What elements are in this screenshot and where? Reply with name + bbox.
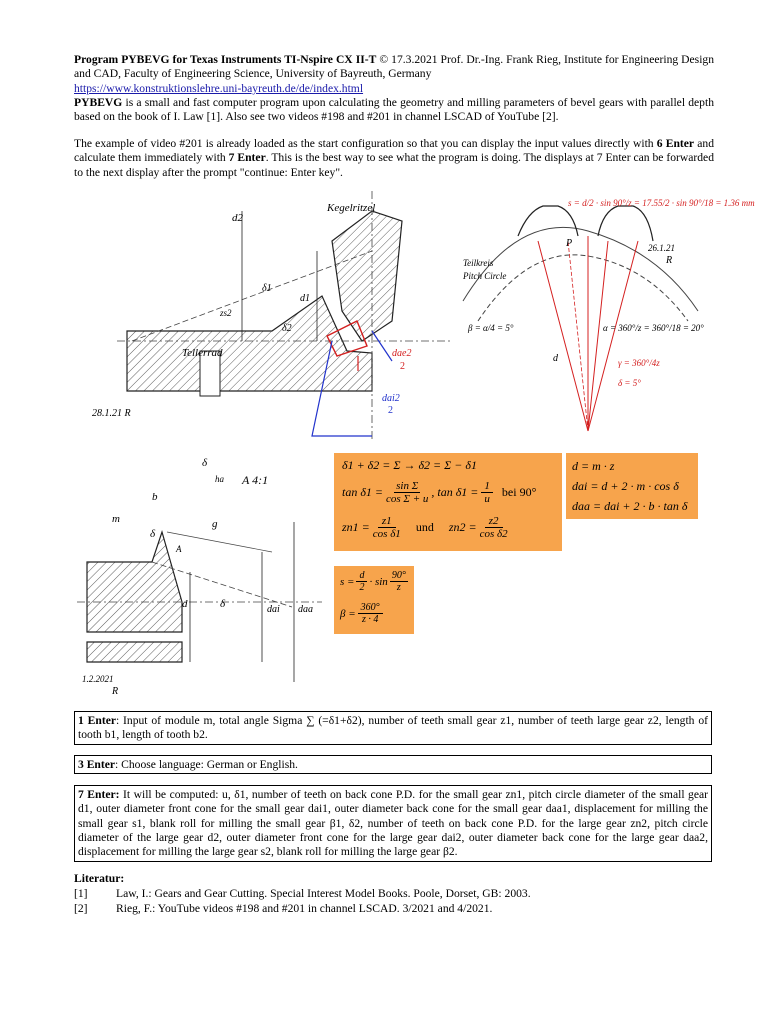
label-scale: A 4:1: [242, 473, 269, 487]
label-kegelritzel: Kegelritzel: [327, 202, 376, 214]
label-date-3: 1.2.2021: [82, 674, 114, 684]
literature-section: [74, 872, 714, 916]
label-pitch-circle: Pitch Circle: [463, 271, 507, 281]
bevel-gear-dimension-svg: [72, 452, 332, 700]
literature-item: [2] Rieg, F.: YouTube videos #198 and #201 in channel LSCAD. 3/2021 and 4/2021.: [74, 901, 493, 915]
formula-s: s = $\frac{d}{2}$ · sin 90° z: [340, 570, 406, 593]
label-dae2-2: 2: [400, 361, 405, 372]
ring-gear-section: [127, 296, 372, 391]
label-zs2: zs2: [220, 308, 232, 318]
box-1-enter: 1 Enter: Input of module m, total angle Sigma ∑ (=δ1+δ2), number of teeth small gear z1, number of teeth large gear z2, length of tooth b1, length of tooth b2.: [74, 711, 712, 745]
label-g: g: [212, 518, 218, 530]
label-r-signature: R: [666, 255, 673, 266]
formula-d: d = m · z: [572, 459, 615, 473]
bevel-gear-pair-drawing: [72, 191, 450, 442]
label-m: m: [112, 513, 120, 525]
gear-section-lower: [87, 642, 182, 662]
label-beta-formula: β = α/4 = 5°: [468, 323, 514, 333]
gear-section-upper: [87, 532, 182, 632]
gear-tooth-1: [518, 206, 578, 236]
formula-box-angles: [334, 453, 562, 551]
example-text-2: and calculate them immediately with: [74, 137, 714, 165]
label-ha: ha: [215, 474, 224, 484]
formula-zn: zn1 = $\frac{z1}{\text{cos δ1}}$ und zn2 = $\frac{z2}{\text{cos δ2}}$: [342, 515, 508, 540]
label-p: P: [566, 238, 573, 249]
formula-sigma: δ1 + δ2 = Σ → δ2 = Σ − δ1: [342, 458, 477, 472]
label-delta2: δ2: [282, 323, 292, 334]
example-text-3: . This is the best way to see what the program is doing. The displays at 7 Enter can be forwarded to the next display after the prompt "continue: Enter key".: [74, 151, 714, 179]
formula-beta: β = $\frac{360^\circ}{z \cdot 4}$: [340, 602, 383, 625]
university-link[interactable]: https://www.konstruktionslehre.uni-bayreuth.de/de/index.html: [74, 81, 364, 95]
program-title: Program PYBEVG for Texas Instruments TI-Nspire CX II-T: [74, 53, 377, 66]
label-date-1: 28.1.21 R: [92, 408, 131, 419]
gear-tooth-2: [598, 206, 653, 241]
intro-program-name: PYBEVG: [74, 95, 123, 109]
intro-text: is a small and fast computer program upon calculating the geometry and milling parameters of bevel gears with parallel depth based on the book of I. Law [1]. Also see two videos #198 and #201 in channel LSCAD of YouTube [2].: [74, 95, 714, 124]
example-paragraph: [74, 137, 714, 180]
label-r-signature-2: R: [112, 686, 119, 697]
label-tellerrad: Tellerrad: [182, 347, 223, 359]
label-daa: daa: [298, 604, 313, 615]
label-d-gear: d: [182, 598, 188, 610]
bevel-gear-pair-svg: [72, 191, 450, 442]
literature-heading: Literatur:: [74, 872, 125, 885]
label-dae2: dae2: [392, 348, 412, 359]
label-dai: dai: [267, 604, 280, 615]
pitch-circle-drawing: [458, 191, 755, 442]
copyright-symbol: ©: [379, 53, 389, 66]
header-paragraph: [74, 53, 714, 124]
formula-box-s-beta: [334, 566, 414, 634]
label-b: b: [152, 491, 158, 503]
example-bold-7-enter: 7 Enter: [228, 151, 266, 165]
label-delta1: δ1: [262, 283, 272, 294]
label-d1: d1: [300, 293, 310, 304]
label-alpha-formula: α = 360°/z = 360°/18 = 20°: [603, 323, 704, 333]
example-bold-6-enter: 6 Enter: [656, 137, 695, 150]
example-text-1: The example of video #201 is already loaded as the start configuration so that you can display the input values directly with: [74, 137, 654, 150]
author-affiliation: 17.3.2021 Prof. Dr.-Ing. Frank Rieg, Institute for Engineering Design and CAD, Faculty of Engineering Science, University of Bayreuth, Germany: [74, 53, 715, 81]
label-date-2: 26.1.21: [648, 243, 675, 253]
box-7-enter: 7 Enter: It will be computed: u, δ1, number of teeth on back cone P.D. for the small gear zn1, pitch circle diameter of the small gear d1, outer diameter front cone for the small gear dai1, outer diameter back cone for the small gear daa1, displacement for milling the small gear s1, blank roll for milling the small gear β1, δ2, number of teeth on back cone P.D. for the large gear zn2, pitch circle diameter of the large gear d2, outer diameter front cone for the large gear dai2, outer diameter back cone for the large gear daa2, displacement for milling the large gear s2, blank roll for milling the large gear β2.: [74, 785, 712, 862]
label-s-formula: s = d/2 · sin 90°/z = 17.55/2 · sin 90°/18 = 1.36 mm: [568, 198, 755, 208]
pitch-circle-svg: [458, 191, 755, 442]
formula-tan: tan δ1 = $\frac{\text{sin Σ}}{\text{cos Σ + u}}$ , tan δ1 = $\frac{1}{u}$ bei 90°: [342, 480, 537, 505]
label-delta-mid: δ: [150, 528, 156, 540]
label-delta-formula: δ = 5°: [618, 378, 641, 388]
label-d2: d2: [232, 212, 243, 224]
label-d-pitch: d: [553, 353, 558, 364]
label-teilkreis: Teilkreis: [463, 258, 494, 268]
label-dai2: dai2: [382, 393, 400, 404]
label-delta-top: δ: [202, 457, 208, 469]
label-gamma-formula: γ = 360°/4z: [618, 358, 660, 368]
formula-box-diameters: [566, 453, 698, 519]
literature-item: [1] Law, I.: Gears and Gear Cutting. Special Interest Model Books. Poole, Dorset, GB: 2003.: [74, 886, 531, 900]
formula-daa: daa = dai + 2 · b · tan δ: [572, 499, 688, 513]
formula-dai: dai = d + 2 · m · cos δ: [572, 479, 679, 493]
pinion-section: [332, 211, 402, 341]
label-dai2-2: 2: [388, 405, 393, 416]
label-delta-center: δ: [220, 598, 226, 610]
bevel-gear-dimension-drawing: [72, 452, 332, 700]
label-a: A: [176, 544, 182, 554]
box-3-enter: 3 Enter: Choose language: German or English.: [74, 755, 712, 774]
